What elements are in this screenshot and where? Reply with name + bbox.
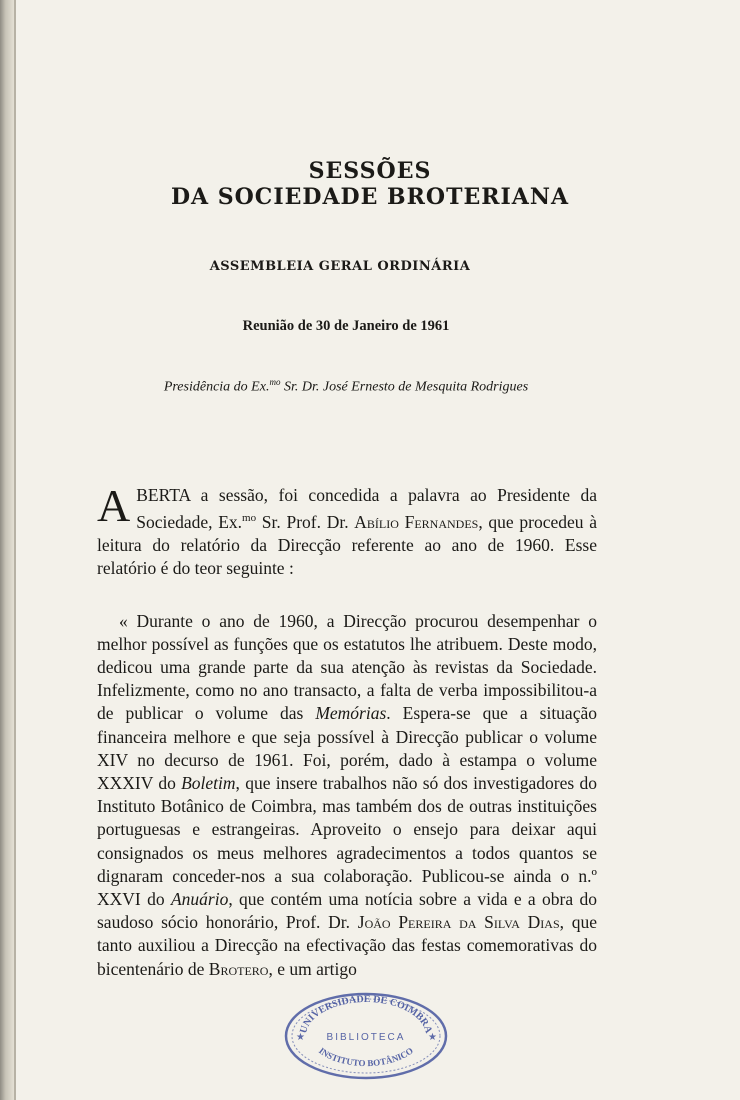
p2-text-3: , que insere trabalhos não só dos investigadores do Instituto Botânico de Coimbra, mas também dos de outras instituições portuguesas e estrangeiras. Aproveito o ensejo para deixar aqui consignados os meus melhores agradecimentos a todos quantos se dignaram conceder-nos a sua colaboração. Publicou-se ainda o n.º XXVI do	[97, 773, 597, 910]
paragraph-1	[97, 480, 598, 581]
p2-text-4: , que contém uma notícia sobre a vida e a obra do saudoso sócio honorário, Prof. Dr.	[97, 889, 597, 933]
stamp-bottom-text: INSTITUTO BOTÂNICO	[317, 1045, 415, 1069]
p2-text-5: , que tanto auxiliou a Direcção na efectivação das festas comemorativas do bicentenário de	[97, 912, 597, 979]
p2-text-1: « Durante o ano de 1960, a Direcção procurou desempenhar o melhor possível as funções que os estatutos lhe atribuem. Deste modo, dedicou uma grande parte da sua atenção às revistas da Sociedade. Infelizmente, como no ano transacto, a falta de verba impossibilitou-a de publicar o volume das	[97, 610, 597, 724]
person-name: Abílio Fernandes	[354, 512, 479, 533]
presidency-suffix: Sr. Dr. José Ernesto de Mesquita Rodrigues	[280, 379, 529, 395]
p1-text-2: Sr. Prof. Dr.	[256, 512, 355, 533]
title-line-1: SESSÕES	[308, 158, 432, 184]
p2-italic-3: Anuário	[170, 889, 229, 910]
p2-text-2: . Espera-se que a situação financeira melhore e que seja possível à Direcção publicar o volume XIV no decurso de 1961. Foi, porém, dado à estampa o volume XXXIV do	[97, 703, 597, 794]
section-heading: ASSEMBLEIA GERAL ORDINÁRIA	[209, 259, 471, 274]
paragraph-2	[97, 610, 597, 981]
stamp-top-text: UNIVERSIDADE DE COIMBRA	[298, 993, 434, 1035]
stamp-star-right: ★	[428, 1032, 437, 1043]
p1-text-3: , que procedeu à leitura do relatório da Direcção referente ao ano de 1960. Esse relatório é do teor seguinte :	[97, 512, 598, 579]
p2-italic-2: Boletim	[181, 773, 236, 794]
body-text	[97, 480, 598, 981]
presidency-line	[0, 377, 692, 396]
p1-sup: mo	[242, 512, 257, 525]
presidency-prefix: Presidência do Ex.	[163, 379, 270, 395]
library-stamp	[282, 990, 450, 1082]
person-name-3: Brotero	[208, 958, 269, 979]
title-line-2: DA SOCIEDADE BROTERIANA	[170, 184, 570, 210]
p2-italic-1: Memórias	[315, 703, 387, 724]
drop-cap: A	[97, 480, 131, 531]
stamp-star-left: ★	[296, 1032, 305, 1043]
meeting-date: Reunião de 30 de Janeiro de 1961	[242, 318, 450, 334]
stamp-middle-text: BIBLIOTECA	[326, 1032, 406, 1043]
p1-text-1: BERTA a sessão, foi concedida a palavra ao Presidente da Sociedade, Ex.	[136, 485, 597, 533]
presidency-sup: mo	[269, 377, 281, 387]
p2-text-6: , e um artigo	[268, 958, 357, 979]
person-name-2: João Pereira da Silva Dias	[357, 912, 560, 933]
